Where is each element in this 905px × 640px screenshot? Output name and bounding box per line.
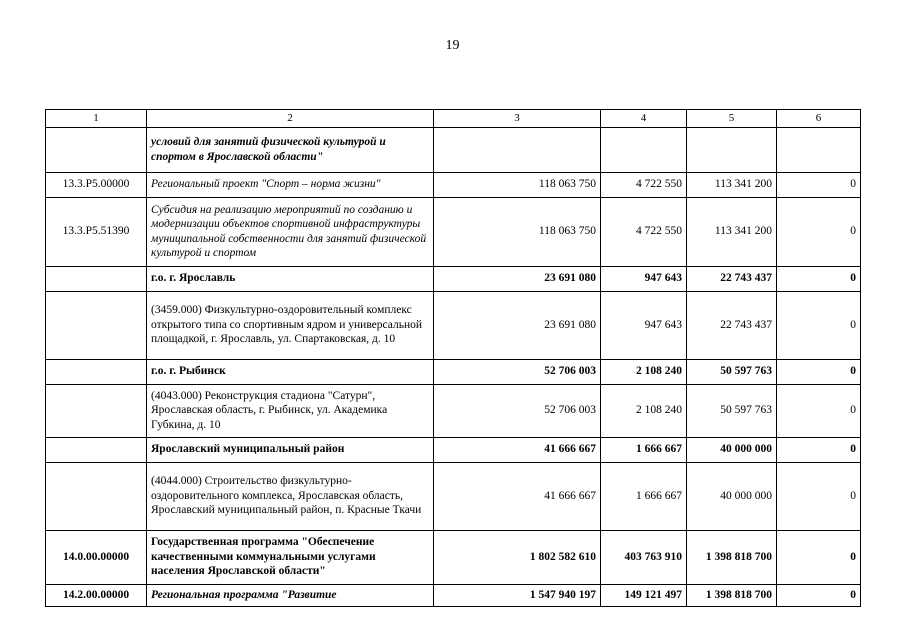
row-col6: 0 xyxy=(777,437,861,462)
budget-table xyxy=(45,109,861,607)
row-col4: 403 763 910 xyxy=(601,530,687,584)
row-col5: 113 341 200 xyxy=(687,197,777,266)
row-total: 23 691 080 xyxy=(434,266,601,291)
row-total: 23 691 080 xyxy=(434,291,601,359)
row-col5 xyxy=(687,127,777,172)
column-header-row xyxy=(46,110,861,128)
row-col4: 1 666 667 xyxy=(601,462,687,530)
row-col6: 0 xyxy=(777,172,861,197)
row-col4: 149 121 497 xyxy=(601,584,687,606)
row-code: 14.0.00.00000 xyxy=(46,530,147,584)
page-number: 19 xyxy=(445,38,460,53)
row-col4: 947 643 xyxy=(601,291,687,359)
row-name: Государственная программа "Обеспечение качественными коммунальными услугами населения Ярославской области" xyxy=(147,530,434,584)
row-name: (4043.000) Реконструкция стадиона "Сатурн", Ярославская область, г. Рыбинск, ул. Академика Губкина, д. 10 xyxy=(147,384,434,437)
row-code xyxy=(46,437,147,462)
column-header: 2 xyxy=(147,110,434,128)
row-name: условий для занятий физической культурой и спортом в Ярославской области" xyxy=(147,127,434,172)
row-total: 52 706 003 xyxy=(434,384,601,437)
row-name: Региональная программа "Развитие xyxy=(147,584,434,606)
column-header: 4 xyxy=(601,110,687,128)
table-row xyxy=(46,462,861,530)
row-total: 41 666 667 xyxy=(434,437,601,462)
row-col4: 2 108 240 xyxy=(601,359,687,384)
row-col5: 40 000 000 xyxy=(687,462,777,530)
row-col5: 1 398 818 700 xyxy=(687,584,777,606)
row-name: Ярославский муниципальный район xyxy=(147,437,434,462)
row-col6: 0 xyxy=(777,530,861,584)
table-row xyxy=(46,266,861,291)
column-header: 3 xyxy=(434,110,601,128)
row-col6: 0 xyxy=(777,197,861,266)
table-row xyxy=(46,359,861,384)
row-col6: 0 xyxy=(777,291,861,359)
row-total: 118 063 750 xyxy=(434,197,601,266)
table-row xyxy=(46,127,861,172)
row-code xyxy=(46,127,147,172)
row-code: 13.3.Р5.00000 xyxy=(46,172,147,197)
row-total: 41 666 667 xyxy=(434,462,601,530)
row-col5: 22 743 437 xyxy=(687,291,777,359)
row-name: Субсидия на реализацию мероприятий по созданию и модернизации объектов спортивной инфраструктуры муниципальной собственности для занятий физической культурой и спортом xyxy=(147,197,434,266)
column-header: 1 xyxy=(46,110,147,128)
row-col4: 4 722 550 xyxy=(601,172,687,197)
row-code xyxy=(46,266,147,291)
row-col6: 0 xyxy=(777,462,861,530)
row-name: г.о. г. Рыбинск xyxy=(147,359,434,384)
table-row xyxy=(46,530,861,584)
column-header: 5 xyxy=(687,110,777,128)
row-name: Региональный проект "Спорт – норма жизни" xyxy=(147,172,434,197)
row-col4: 1 666 667 xyxy=(601,437,687,462)
row-code xyxy=(46,291,147,359)
row-total xyxy=(434,127,601,172)
row-col6: 0 xyxy=(777,266,861,291)
row-total: 52 706 003 xyxy=(434,359,601,384)
row-code xyxy=(46,359,147,384)
row-col5: 50 597 763 xyxy=(687,384,777,437)
row-col5: 113 341 200 xyxy=(687,172,777,197)
table-row xyxy=(46,197,861,266)
row-col6: 0 xyxy=(777,584,861,606)
row-col4: 2 108 240 xyxy=(601,384,687,437)
row-col4 xyxy=(601,127,687,172)
row-name: г.о. г. Ярославль xyxy=(147,266,434,291)
row-code xyxy=(46,462,147,530)
row-col6 xyxy=(777,127,861,172)
row-col5: 1 398 818 700 xyxy=(687,530,777,584)
table-row xyxy=(46,172,861,197)
row-col6: 0 xyxy=(777,359,861,384)
row-col5: 40 000 000 xyxy=(687,437,777,462)
column-header: 6 xyxy=(777,110,861,128)
table-row xyxy=(46,291,861,359)
row-total: 1 802 582 610 xyxy=(434,530,601,584)
row-code: 14.2.00.00000 xyxy=(46,584,147,606)
row-name: (3459.000) Физкультурно-оздоровительный комплекс открытого типа со спортивным ядром и универсальной площадкой, г. Ярославль, ул. Спартаковская, д. 10 xyxy=(147,291,434,359)
row-name: (4044.000) Строительство физкультурно-оздоровительного комплекса, Ярославская область, Ярославский муниципальный район, п. Красные Ткачи xyxy=(147,462,434,530)
row-col4: 947 643 xyxy=(601,266,687,291)
row-col5: 50 597 763 xyxy=(687,359,777,384)
table-row xyxy=(46,384,861,437)
row-col6: 0 xyxy=(777,384,861,437)
row-total: 1 547 940 197 xyxy=(434,584,601,606)
row-col5: 22 743 437 xyxy=(687,266,777,291)
row-total: 118 063 750 xyxy=(434,172,601,197)
table-row xyxy=(46,584,861,606)
row-code xyxy=(46,384,147,437)
row-col4: 4 722 550 xyxy=(601,197,687,266)
row-code: 13.3.Р5.51390 xyxy=(46,197,147,266)
table-row xyxy=(46,437,861,462)
